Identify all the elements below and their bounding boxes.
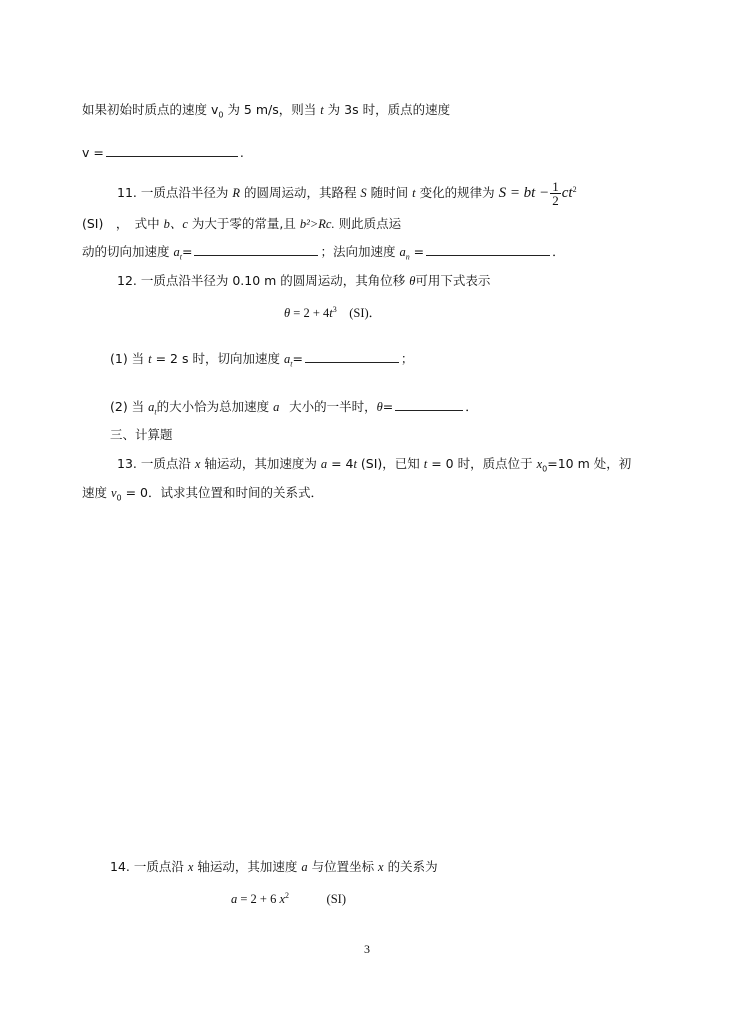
text-fragment: 轴运动，其加速度 (193, 859, 302, 874)
fraction-denominator: 2 (552, 193, 559, 209)
text-fragment: 动的切向加速度 (82, 244, 174, 259)
variables-b-c: b、c (163, 217, 188, 231)
text-fragment: 速度 (82, 485, 111, 500)
text-fragment: (2) 当 (110, 399, 149, 414)
page-number (364, 940, 370, 958)
question-12-part-2 (110, 398, 478, 422)
text-fragment: = 2 s 时，切向加速度 (151, 351, 284, 366)
text-fragment: = (292, 351, 303, 366)
answer-blank-tangential-acceleration[interactable] (194, 243, 318, 256)
text-fragment: v = (82, 145, 104, 160)
page-number-text: 3 (364, 942, 370, 956)
question-11-line-1 (117, 176, 577, 207)
variable-t: t (329, 306, 333, 321)
text-fragment: 的大小恰为总加速度 (156, 399, 274, 414)
variable-a: a (283, 352, 291, 366)
text-fragment: 大小的一半时， (289, 399, 377, 414)
text-fragment: = 0 时，质点位于 (427, 456, 537, 471)
text-fragment: 为 5 m/s，则当 (223, 102, 321, 117)
formula-part: ct (561, 185, 573, 202)
text-fragment: 轴运动，其加速度为 (200, 456, 321, 471)
text-fragment: (SI)． (336, 306, 382, 321)
variable-theta: θ (376, 400, 383, 414)
text-fragment: 如果初始时质点的速度 v (82, 102, 219, 117)
text-fragment: ；法向加速度 (320, 244, 400, 259)
subscript: t (290, 359, 293, 369)
question-13-line-1 (117, 455, 631, 479)
variable-R: R (232, 186, 240, 201)
text-fragment: 为大于零的常量,且 (187, 216, 300, 231)
variable-theta: θ (409, 274, 416, 288)
section-heading-calculation (110, 426, 173, 444)
variable-theta: θ (284, 306, 291, 321)
question-12-line-1 (117, 272, 490, 290)
text-fragment: 变化的规律为 (415, 185, 499, 201)
text-fragment: (1) 当 (110, 351, 149, 366)
text-fragment: 13. 一质点沿 (117, 456, 195, 471)
variable-a: a (231, 892, 238, 907)
text-fragment: 随时间 (366, 185, 413, 201)
text-fragment: 则此质点运 (334, 216, 402, 231)
text-fragment: (SI) ， 式中 (82, 216, 164, 231)
text-fragment: (SI)，已知 (356, 456, 424, 471)
text-fragment: (SI) (289, 892, 346, 907)
text-fragment: = 2 + 4 (290, 306, 330, 321)
text-fragment: = (181, 244, 193, 259)
subscript: 0 (218, 110, 224, 120)
text-fragment: =10 m 处，初 (547, 456, 632, 471)
variable-a: a (399, 245, 406, 259)
variable-t: t (412, 186, 416, 201)
variable-t: t (353, 457, 357, 471)
answer-line-velocity (82, 144, 244, 162)
variable-S: S (360, 186, 367, 201)
superscript: 3 (332, 305, 337, 314)
text-fragment: 11. 一质点沿半径为 (117, 185, 233, 201)
variable-t: t (148, 352, 152, 366)
question-14-equation (231, 887, 346, 908)
text-fragment: 14. 一质点沿 (110, 859, 188, 874)
variable-x: x (536, 457, 543, 471)
answer-blank-part-2[interactable] (395, 398, 463, 411)
variable-x: x (378, 860, 384, 874)
subscript: 0 (542, 464, 548, 474)
variable-x: x (279, 892, 286, 907)
variable-a: a (320, 457, 328, 471)
text-fragment: . (239, 145, 244, 160)
text-fragment: 可用下式表示 (415, 273, 491, 288)
text-fragment: = 4 (327, 456, 354, 471)
subscript: t (179, 252, 182, 262)
question-14-line-1 (110, 858, 438, 876)
text-line-initial-velocity (82, 101, 450, 125)
text-fragment: ； (400, 351, 414, 366)
text-fragment: 12. 一质点沿半径为 0.10 m 的圆周运动，其角位移 (117, 273, 410, 288)
text-fragment: 与位置坐标 (307, 859, 379, 874)
variable-a: a (301, 860, 308, 874)
formula-part: S = bt − (498, 185, 550, 202)
text-fragment: 的关系为 (383, 859, 438, 874)
answer-blank-velocity[interactable] (106, 144, 238, 157)
question-11-line-2 (82, 215, 401, 233)
variable-x: x (187, 860, 194, 874)
superscript: 2 (285, 891, 290, 900)
fraction-one-half (550, 180, 561, 207)
answer-blank-normal-acceleration[interactable] (426, 243, 550, 256)
text-fragment: ． (465, 399, 478, 414)
text-fragment: ． (552, 244, 565, 259)
question-12-equation (284, 301, 381, 322)
subscript: n (405, 252, 410, 262)
fraction-numerator: 1 (552, 179, 559, 195)
text-fragment: = (409, 244, 425, 259)
variable-t: t (423, 457, 428, 471)
question-13-line-2 (82, 484, 323, 508)
variable-v: v (110, 486, 117, 500)
text-fragment: = 2 + 6 (237, 892, 280, 907)
text-fragment: 为 3s 时，质点的速度 (323, 102, 451, 117)
answer-blank-part-1[interactable] (305, 350, 399, 363)
text-fragment: 的圆周运动，其路程 (239, 185, 361, 201)
subscript: 0 (116, 493, 122, 503)
text-fragment: = 0．试求其位置和时间的关系式． (121, 485, 324, 500)
section-title: 三、计算题 (110, 427, 173, 442)
variable-x: x (194, 457, 201, 471)
vector-a: a⃗ (273, 400, 290, 414)
variable-a: a (173, 245, 180, 259)
text-fragment: = (382, 399, 394, 414)
superscript: 2 (572, 185, 577, 194)
subscript: t (154, 407, 157, 417)
condition: b²>Rc. (299, 217, 335, 231)
variable-a: a (148, 400, 155, 414)
question-12-part-1 (110, 350, 413, 374)
variable-t: t (320, 103, 324, 117)
question-11-line-3 (82, 243, 565, 267)
